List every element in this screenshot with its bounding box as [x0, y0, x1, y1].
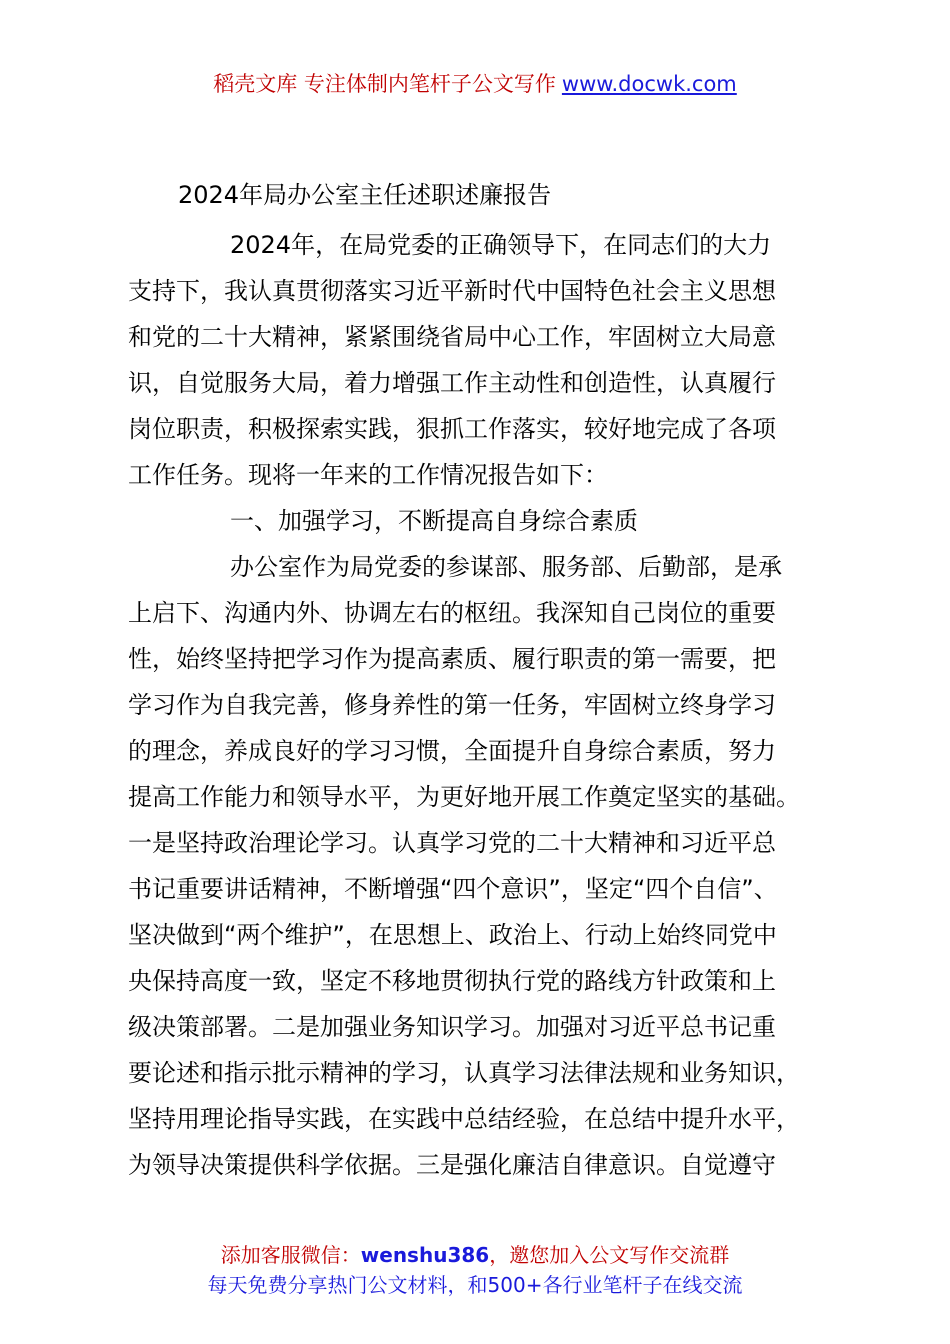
body-line: 学习作为自我完善，修身养性的第一任务，牢固树立终身学习	[128, 691, 776, 719]
body-line: 为领导决策提供科学依据。三是强化廉洁自律意识。自觉遵守	[128, 1151, 776, 1179]
document-title: 2024年局办公室主任述职述廉报告	[178, 181, 552, 209]
body-line: 2024年，在局党委的正确领导下，在同志们的大力	[230, 231, 772, 259]
footer-promo-line	[0, 1240, 950, 1270]
footer-promo-suffix: ，邀您加入公文写作交流群	[489, 1243, 730, 1267]
body-line: 级决策部署。二是加强业务知识学习。加强对习近平总书记重	[128, 1013, 776, 1041]
body-line: 办公室作为局党委的参谋部、服务部、后勤部，是承	[230, 553, 782, 581]
body-line: 和党的二十大精神，紧紧围绕省局中心工作，牢固树立大局意	[128, 323, 776, 351]
document-body	[128, 222, 848, 1188]
body-line: 性，始终坚持把学习作为提高素质、履行职责的第一需要，把	[128, 645, 776, 673]
header-url-link[interactable]: www.docwk.com	[561, 72, 737, 96]
body-line: 书记重要讲话精神，不断增强“四个意识”，坚定“四个自信”、	[128, 875, 778, 903]
body-line: 识，自觉服务大局，着力增强工作主动性和创造性，认真履行	[128, 369, 776, 397]
footer-share-text: 每天免费分享热门公文材料，和500+各行业笔杆子在线交流	[207, 1273, 743, 1297]
header-site-text: 稻壳文库 专注体制内笔杆子公文写作	[213, 72, 556, 96]
body-line: 工作任务。现将一年来的工作情况报告如下：	[128, 461, 608, 489]
body-line: 一是坚持政治理论学习。认真学习党的二十大精神和习近平总	[128, 829, 776, 857]
footer-promo-prefix: 添加客服微信：	[220, 1243, 361, 1267]
footer-wechat-id: wenshu386	[360, 1243, 490, 1267]
page-footer	[0, 1240, 950, 1300]
body-line: 支持下，我认真贯彻落实习近平新时代中国特色社会主义思想	[128, 277, 776, 305]
body-line: 提高工作能力和领导水平，为更好地开展工作奠定坚实的基础。	[128, 783, 800, 811]
section-heading: 一、加强学习，不断提高自身综合素质	[230, 507, 638, 535]
body-line: 岗位职责，积极探索实践，狠抓工作落实，较好地完成了各项	[128, 415, 776, 443]
body-line: 坚持用理论指导实践，在实践中总结经验，在总结中提升水平，	[128, 1105, 800, 1133]
body-line: 央保持高度一致，坚定不移地贯彻执行党的路线方针政策和上	[128, 967, 776, 995]
body-line: 的理念，养成良好的学习习惯，全面提升自身综合素质，努力	[128, 737, 776, 765]
page-header	[0, 68, 950, 100]
body-line: 上启下、沟通内外、协调左右的枢纽。我深知自己岗位的重要	[128, 599, 776, 627]
body-line: 坚决做到“两个维护”，在思想上、政治上、行动上始终同党中	[128, 921, 777, 949]
body-line: 要论述和指示批示精神的学习，认真学习法律法规和业务知识，	[128, 1059, 800, 1087]
